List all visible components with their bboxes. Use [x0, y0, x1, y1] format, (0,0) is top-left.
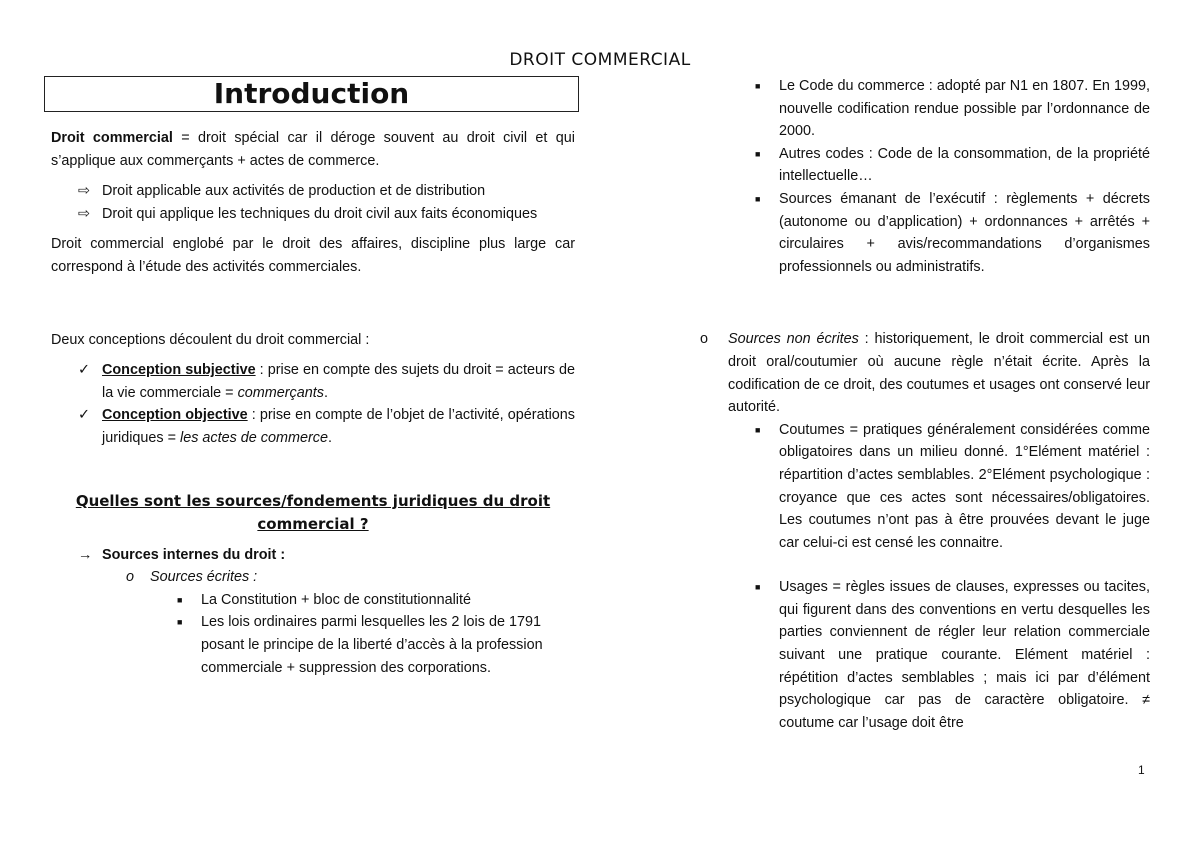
sources-ecrites-item	[126, 566, 575, 589]
sources-non-ecrites-text: : historiquement, le droit commercial est un droit oral/coutumier où aucune règle n’était écrite. Après la codification de ce droit, des coutumes et usages ont conservé leur autorité.	[728, 331, 1150, 416]
arrow-item	[78, 180, 575, 203]
sources-internes-label: Sources internes du droit :	[102, 546, 286, 563]
page-header: DROIT COMMERCIAL	[509, 50, 691, 70]
coutumes-item	[755, 419, 1150, 555]
right-arrow-icon: →	[78, 546, 93, 563]
list-item-text: Sources émanant de l’exécutif : règlements + décrets (autonome ou d’application) + ordonnances + arrêtés + circulaires + avis/recommandations d’organismes professionnels ou administratifs.	[779, 190, 1150, 275]
right-column	[700, 75, 1150, 734]
square-bullet-icon: ■	[177, 594, 183, 605]
check-icon: ✓	[78, 362, 91, 379]
conception-subjective-text: : prise en compte des sujets du droit = acteurs de la vie commerciale =	[102, 362, 576, 401]
arrow-icon: ⇨	[78, 205, 91, 222]
square-bullet-icon: ■	[755, 81, 761, 91]
list-item	[755, 188, 1150, 278]
conception-subjective-emphasis: commerçants	[237, 384, 324, 401]
punctuation: .	[327, 429, 332, 446]
square-bullet-icon: ■	[755, 193, 761, 204]
square-bullet-icon: ■	[177, 617, 183, 628]
definition-paragraph	[51, 127, 575, 172]
punctuation: .	[323, 384, 328, 401]
square-bullet-icon: ■	[755, 582, 761, 593]
usages-item	[755, 576, 1150, 734]
list-item-text: Les lois ordinaires parmi lesquelles les 2 lois de 1791 posant le principe de la liberté d’accès à la profession commerciale + suppression des corporations.	[201, 614, 543, 676]
arrow-item-text: Droit qui applique les techniques du droit civil aux faits économiques	[102, 205, 538, 222]
conception-objective-text: : prise en compte de l’objet de l’activité, opérations juridiques =	[102, 407, 575, 446]
square-bullet-icon: ■	[755, 424, 761, 435]
page-title: Introduction	[44, 76, 579, 112]
conception-subjective-label: Conception subjective	[102, 362, 256, 379]
list-item	[755, 143, 1150, 188]
list-item	[755, 75, 1150, 143]
list-item	[177, 589, 575, 612]
coutumes-text: Coutumes = pratiques généralement considérées comme obligatoires dans un milieu donné. 1°Elément matériel : répartition d’actes semblables. 2°Elément psychologique : croyance que ces actes sont nécessaires/obligatoires. Les coutumes n’ont pas à être prouvées devant le juge car celui-ci est censé les connaitre.	[779, 421, 1150, 551]
list-item-text: Le Code du commerce : adopté par N1 en 1807. En 1999, nouvelle codification rendue possible par l’ordonnance de 2000.	[779, 78, 1150, 140]
check-icon: ✓	[78, 407, 91, 424]
circle-bullet-icon: o	[126, 569, 135, 586]
definition-term: Droit commercial	[51, 130, 173, 146]
conception-objective-label: Conception objective	[102, 407, 248, 424]
conception-objective-emphasis: les actes de commerce	[180, 429, 328, 446]
arrow-item	[78, 203, 575, 226]
conception-objective-item	[78, 404, 575, 449]
square-bullet-icon: ■	[755, 148, 761, 159]
usages-text: Usages = règles issues de clauses, expresses ou tacites, qui figurent dans des conventions en vertu desquelles les parties conviennent de régler leur relation commerciale suivant une pratique courante. Elément matériel : répétition d’actes semblables ; mais ici par d’élément psychologique car pas de caractère obligatoire. ≠ coutume car l’usage doit être	[779, 579, 1150, 731]
section-heading: Quelles sont les sources/fondements juridiques du droit commercial ?	[75, 491, 551, 533]
left-column	[51, 127, 575, 679]
definition-text: = droit spécial car il déroge souvent au droit civil et qui s’applique aux commerçants + actes de commerce.	[51, 130, 575, 169]
page-number: 1	[1138, 763, 1145, 777]
sources-internes-item	[78, 544, 575, 567]
sources-non-ecrites-item	[700, 328, 1150, 418]
sources-ecrites-label: Sources écrites :	[150, 569, 258, 586]
arrow-item-text: Droit applicable aux activités de production et de distribution	[102, 183, 486, 200]
arrow-icon: ⇨	[78, 183, 91, 200]
business-law-paragraph: Droit commercial englobé par le droit des affaires, discipline plus large car correspond à l’étude des activités commerciales.	[51, 236, 575, 275]
list-item	[177, 611, 575, 679]
circle-bullet-icon: o	[700, 331, 709, 348]
sources-non-ecrites-label: Sources non écrites	[728, 331, 859, 348]
list-item-text: Autres codes : Code de la consommation, de la propriété intellectuelle…	[779, 145, 1150, 185]
conceptions-intro: Deux conceptions découlent du droit commercial :	[51, 331, 370, 348]
conception-subjective-item	[78, 359, 575, 404]
list-item-text: La Constitution + bloc de constitutionnalité	[201, 591, 472, 608]
